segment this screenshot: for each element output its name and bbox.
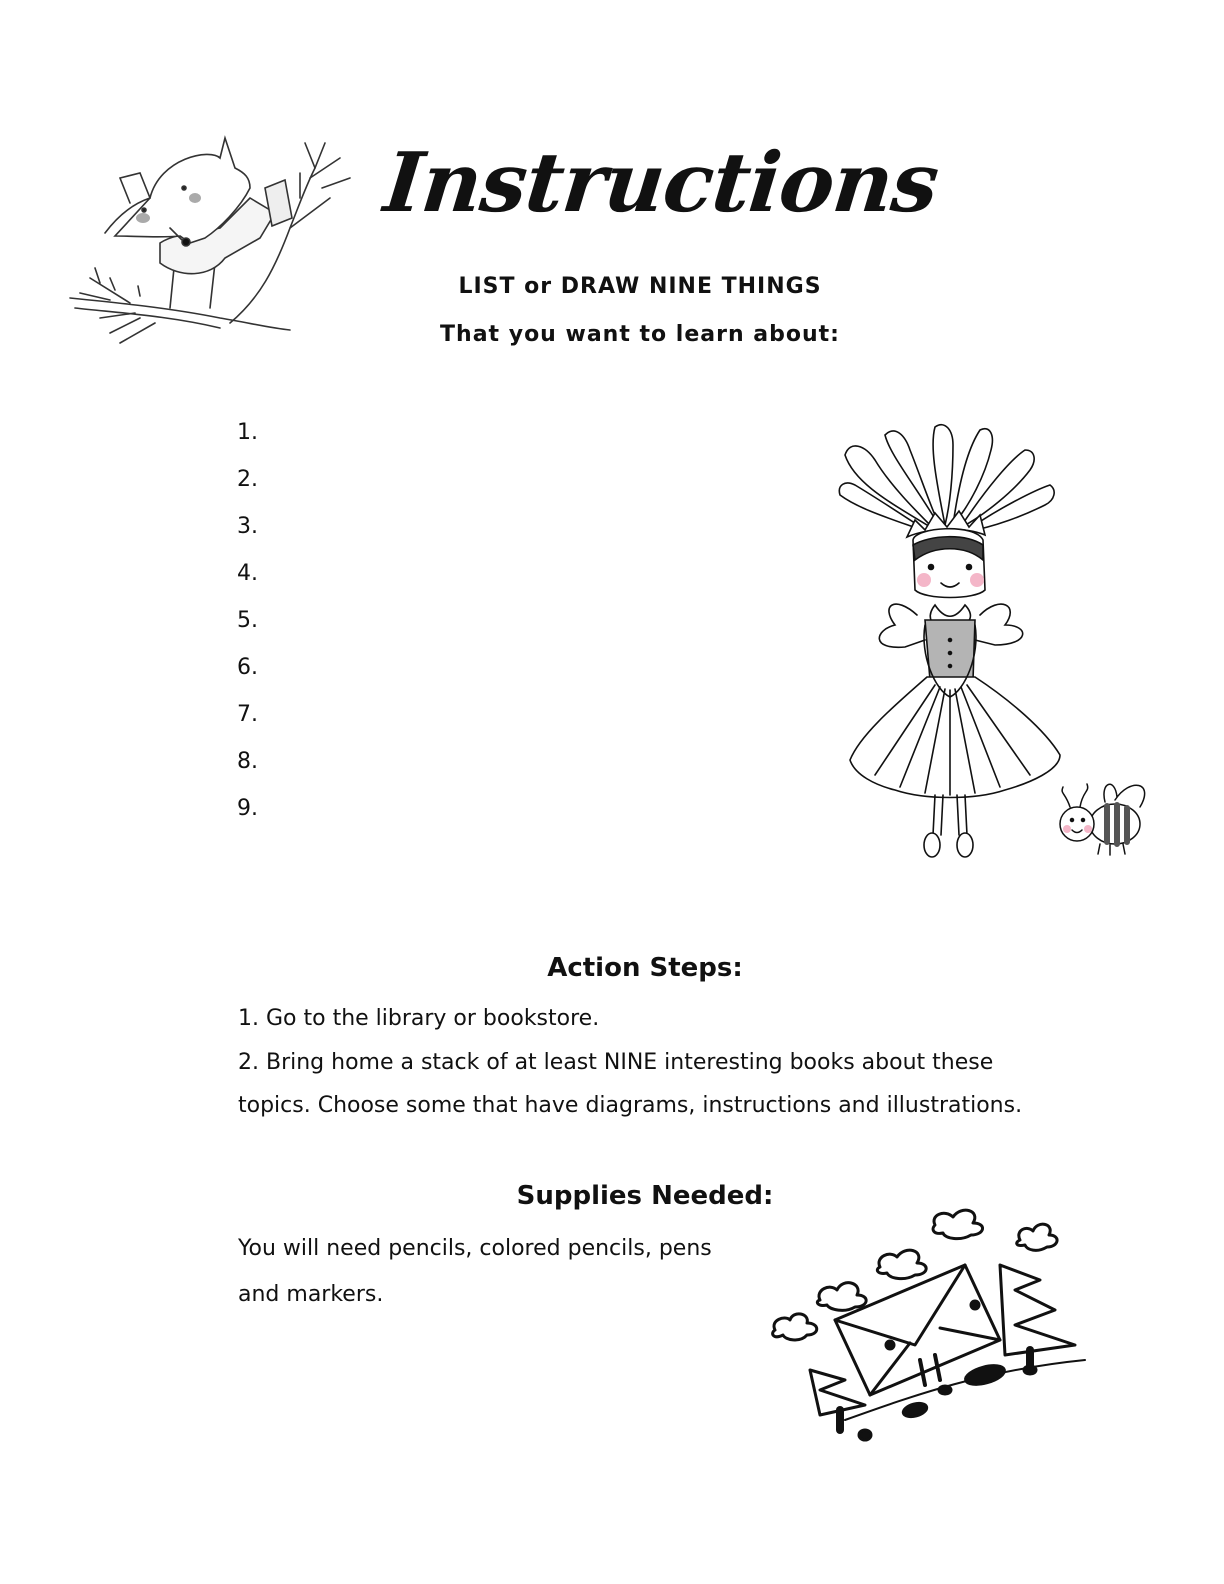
list-item[interactable]: 6. [237,655,258,680]
list-item[interactable]: 1. [237,420,258,445]
action-step: 1. Go to the library or bookstore. [238,1006,600,1031]
fox-illustration-icon [60,118,355,363]
list-item[interactable]: 2. [237,467,258,492]
supplies-text: You will need pencils, colored pencils, pens and markers. [238,1236,712,1307]
list-item[interactable]: 5. [237,608,258,633]
list-item[interactable]: 3. [237,514,258,539]
list-item[interactable]: 4. [237,561,258,586]
envelope-with-clouds-and-trees-icon [765,1195,1095,1445]
fairy-girl-icon [835,415,1075,870]
page-title: Instructions [379,135,943,231]
list-item[interactable]: 8. [237,749,258,774]
supplies-heading: Supplies Needed: [516,1181,774,1211]
topics-list [237,416,258,839]
subtitle-learn-about: That you want to learn about: [440,322,840,347]
action-steps-heading: Action Steps: [547,953,743,983]
subtitle-list-or-draw: LIST or DRAW NINE THINGS [458,274,822,299]
list-item[interactable]: 7. [237,702,258,727]
bee-icon [1055,772,1155,862]
list-item[interactable]: 9. [237,796,258,821]
action-step: 2. Bring home a stack of at least NINE interesting books about these topics. Choose some that have diagrams, instructions and illustrations. [238,1049,1023,1118]
action-steps-list [238,997,1058,1128]
